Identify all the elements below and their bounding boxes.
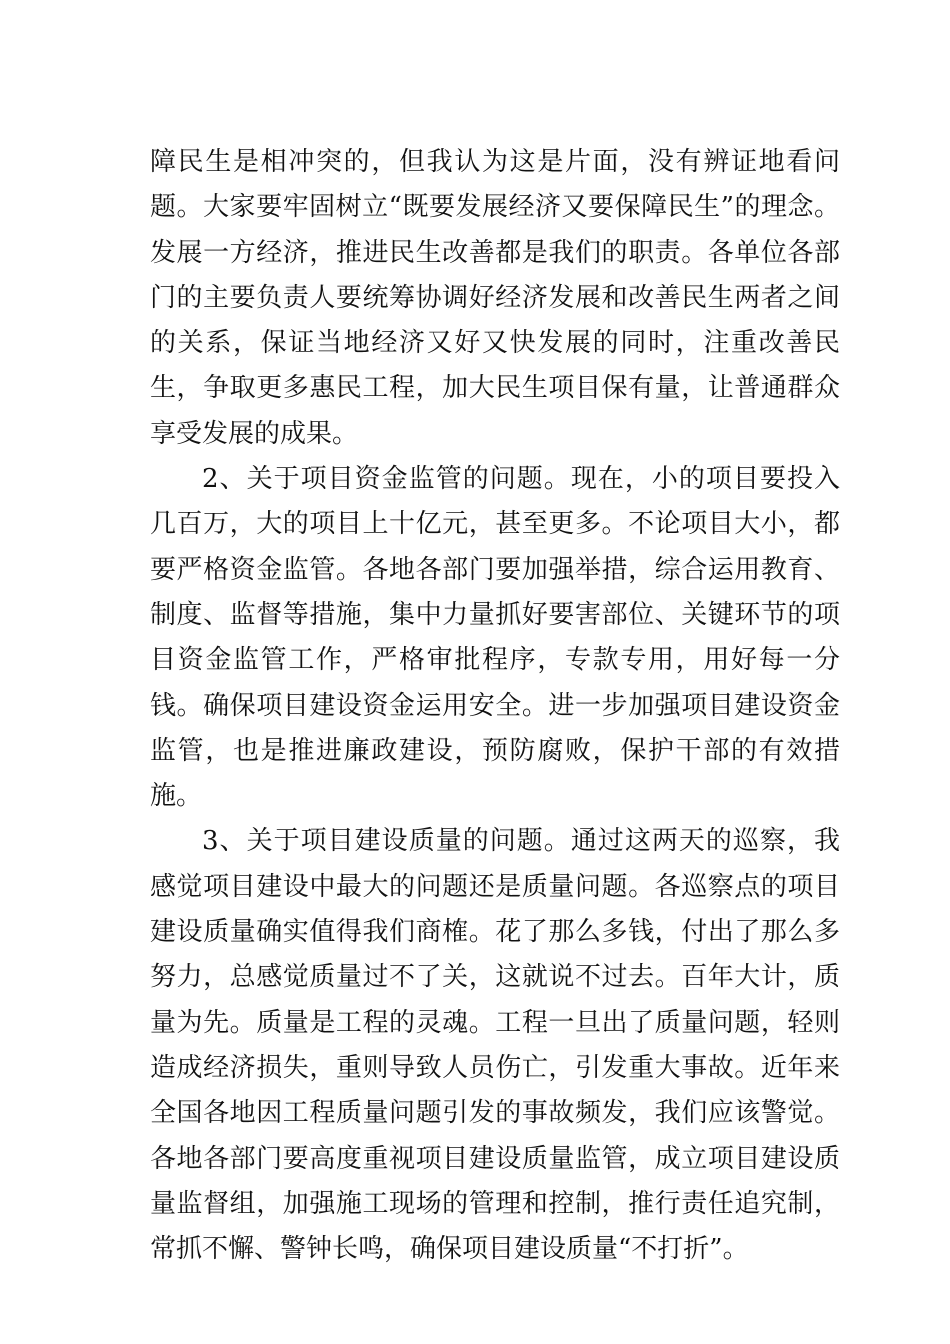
paragraph-construction-quality: 3、关于项目建设质量的问题。通过这两天的巡察，我感觉项目建设中最大的问题还是质量问题。各巡察点的项目建设质量确实值得我们商榷。花了那么多钱，付出了那么多努力，总感觉质量过不了关，这就说不过去。百年大计，质量为先。质量是工程的灵魂。工程一旦出了质量问题，轻则造成经济损失，重则导致人员伤亡，引发重大事故。近年来全国各地因工程质量问题引发的事故频发，我们应该警觉。各地各部门要高度重视项目建设质量监管，成立项目建设质量监督组，加强施工现场的管理和控制，推行责任追究制，常抓不懈、警钟长鸣，确保项目建设质量“不打折”。 xyxy=(150,826,840,1265)
paragraph-continued: 障民生是相冲突的，但我认为这是片面，没有辨证地看问题。大家要牢固树立“既要发展经济又要保障民生”的理念。发展一方经济，推进民生改善都是我们的职责。各单位各部门的主要负责人要统筹协调好经济发展和改善民生两者之间的关系，保证当地经济又好又快发展的同时，注重改善民生，争取更多惠民工程，加大民生项目保有量，让普通群众享受发展的成果。 xyxy=(150,147,840,449)
body-text xyxy=(150,140,840,1272)
paragraph-fund-supervision: 2、关于项目资金监管的问题。现在，小的项目要投入几百万，大的项目上十亿元，甚至更多。不论项目大小，都要严格资金监管。各地各部门要加强举措，综合运用教育、制度、监督等措施，集中力量抓好要害部位、关键环节的项目资金监管工作，严格审批程序，专款专用，用好每一分钱。确保项目建设资金运用安全。进一步加强项目建设资金监管，也是推进廉政建设，预防腐败，保护干部的有效措施。 xyxy=(150,464,840,812)
